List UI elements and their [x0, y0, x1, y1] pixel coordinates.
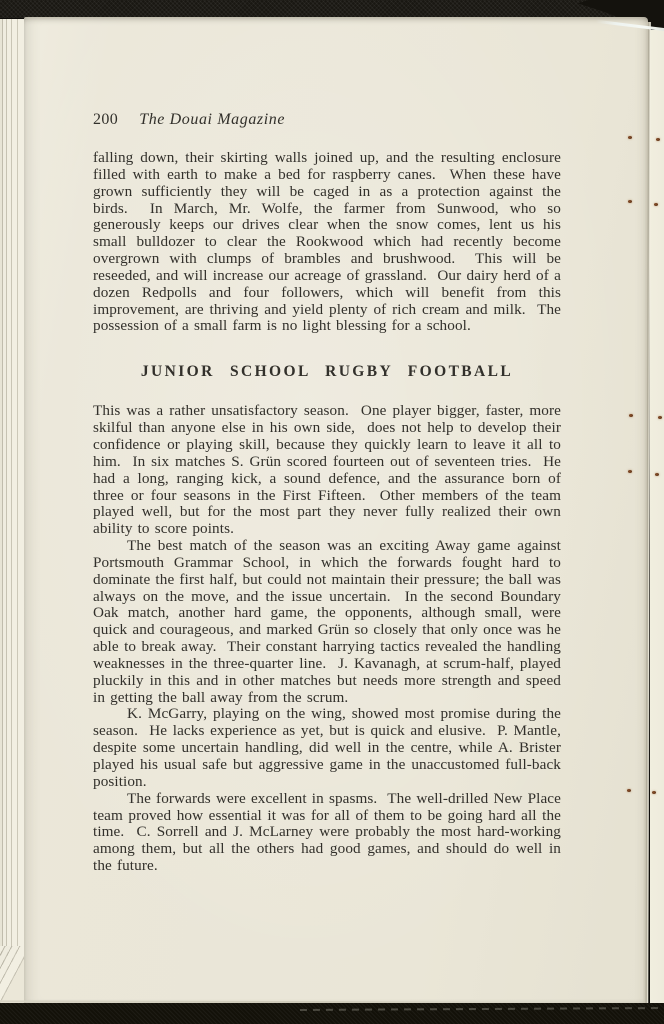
foxing-speck: [628, 200, 632, 203]
paragraph-farm-continued: falling down, their skirting walls joined up, and the resulting enclosure filled with earth to make a bed for raspberry canes. When these have grown sufficiently they will be caged in as a protection against the birds. In March, Mr. Wolfe, the farmer from Sunwood, who so generously keeps our drives clear when the snow comes, lent us his small bulldozer to clear the Rookwood which had recently become overgrown with clumps of brambles and brushwood. This will be reseeded, and will increase our acreage of grassland. Our dairy herd of a dozen Redpolls and four followers, which will benefit from this improvement, are thriving and yield plenty of rich cream and milk. The possession of a small farm is no light blessing for a school.: [93, 149, 561, 335]
foxing-speck: [628, 136, 632, 139]
page-stack-left-edge: [0, 19, 26, 1005]
paragraph-season-summary: This was a rather unsatisfactory season. One player bigger, faster, more skilful than anyone else in his own side, does not help to develop their confidence or playing skill, because they quickly learn to leave it all to him. In six matches S. Grün scored fourteen out of seventeen tries. He had a long, ranging kick, a sound defence, and the assurance born of three or four seasons in the First Fifteen. Other members of the team played well, but for the most part they never fully realized their own ability to score points.: [93, 402, 561, 538]
foxing-speck: [656, 138, 660, 141]
foxing-speck: [627, 789, 631, 792]
section-heading: JUNIOR SCHOOL RUGBY FOOTBALL: [140, 363, 514, 381]
book-cover-top-edge: [0, 0, 664, 18]
foxing-speck: [654, 203, 658, 206]
foxing-speck: [628, 470, 632, 473]
book-page: [24, 17, 648, 1005]
foxing-speck: [658, 416, 662, 419]
book-cover-bottom-edge: [0, 1003, 664, 1024]
foxing-speck: [629, 414, 633, 417]
page-number: 200: [93, 111, 119, 128]
text-column: [93, 150, 561, 875]
paragraph-forwards: The forwards were excellent in spasms. The well-drilled New Place team proved how essential it was for all of them to be going hard all the time. C. Sorrell and J. McLarney were probably the most hard-working among them, but all the others had good games, and should do well in the future.: [93, 789, 561, 875]
running-header: [93, 111, 563, 129]
facing-page-edge: [650, 30, 664, 1003]
journal-title: The Douai Magazine: [139, 111, 286, 128]
paragraph-best-match: The best match of the season was an exciting Away game against Portsmouth Grammar School, in which the forwards fought hard to dominate the first half, but could not maintain their pressure; the ball was always on the move, and the issue uncertain. In the second Boundary Oak match, another hard game, the opponents, although small, were quick and courageous, and marked Grün so closely that only once was he able to break away. Their constant harrying tactics revealed the handling weaknesses in the three-quarter line. J. Kavanagh, at scrum-half, played pluckily in this and in other matches but needs more strength and speed in getting the ball away from the scrum.: [93, 537, 561, 706]
foxing-speck: [655, 473, 659, 476]
foxing-speck: [652, 791, 656, 794]
paragraph-players: K. McGarry, playing on the wing, showed most promise during the season. He lacks experience as yet, but is quick and elusive. P. Mantle, despite some uncertain handling, did well in the centre, while A. Brister played his usual safe but aggressive game in the unaccustomed full-back position.: [93, 705, 561, 790]
